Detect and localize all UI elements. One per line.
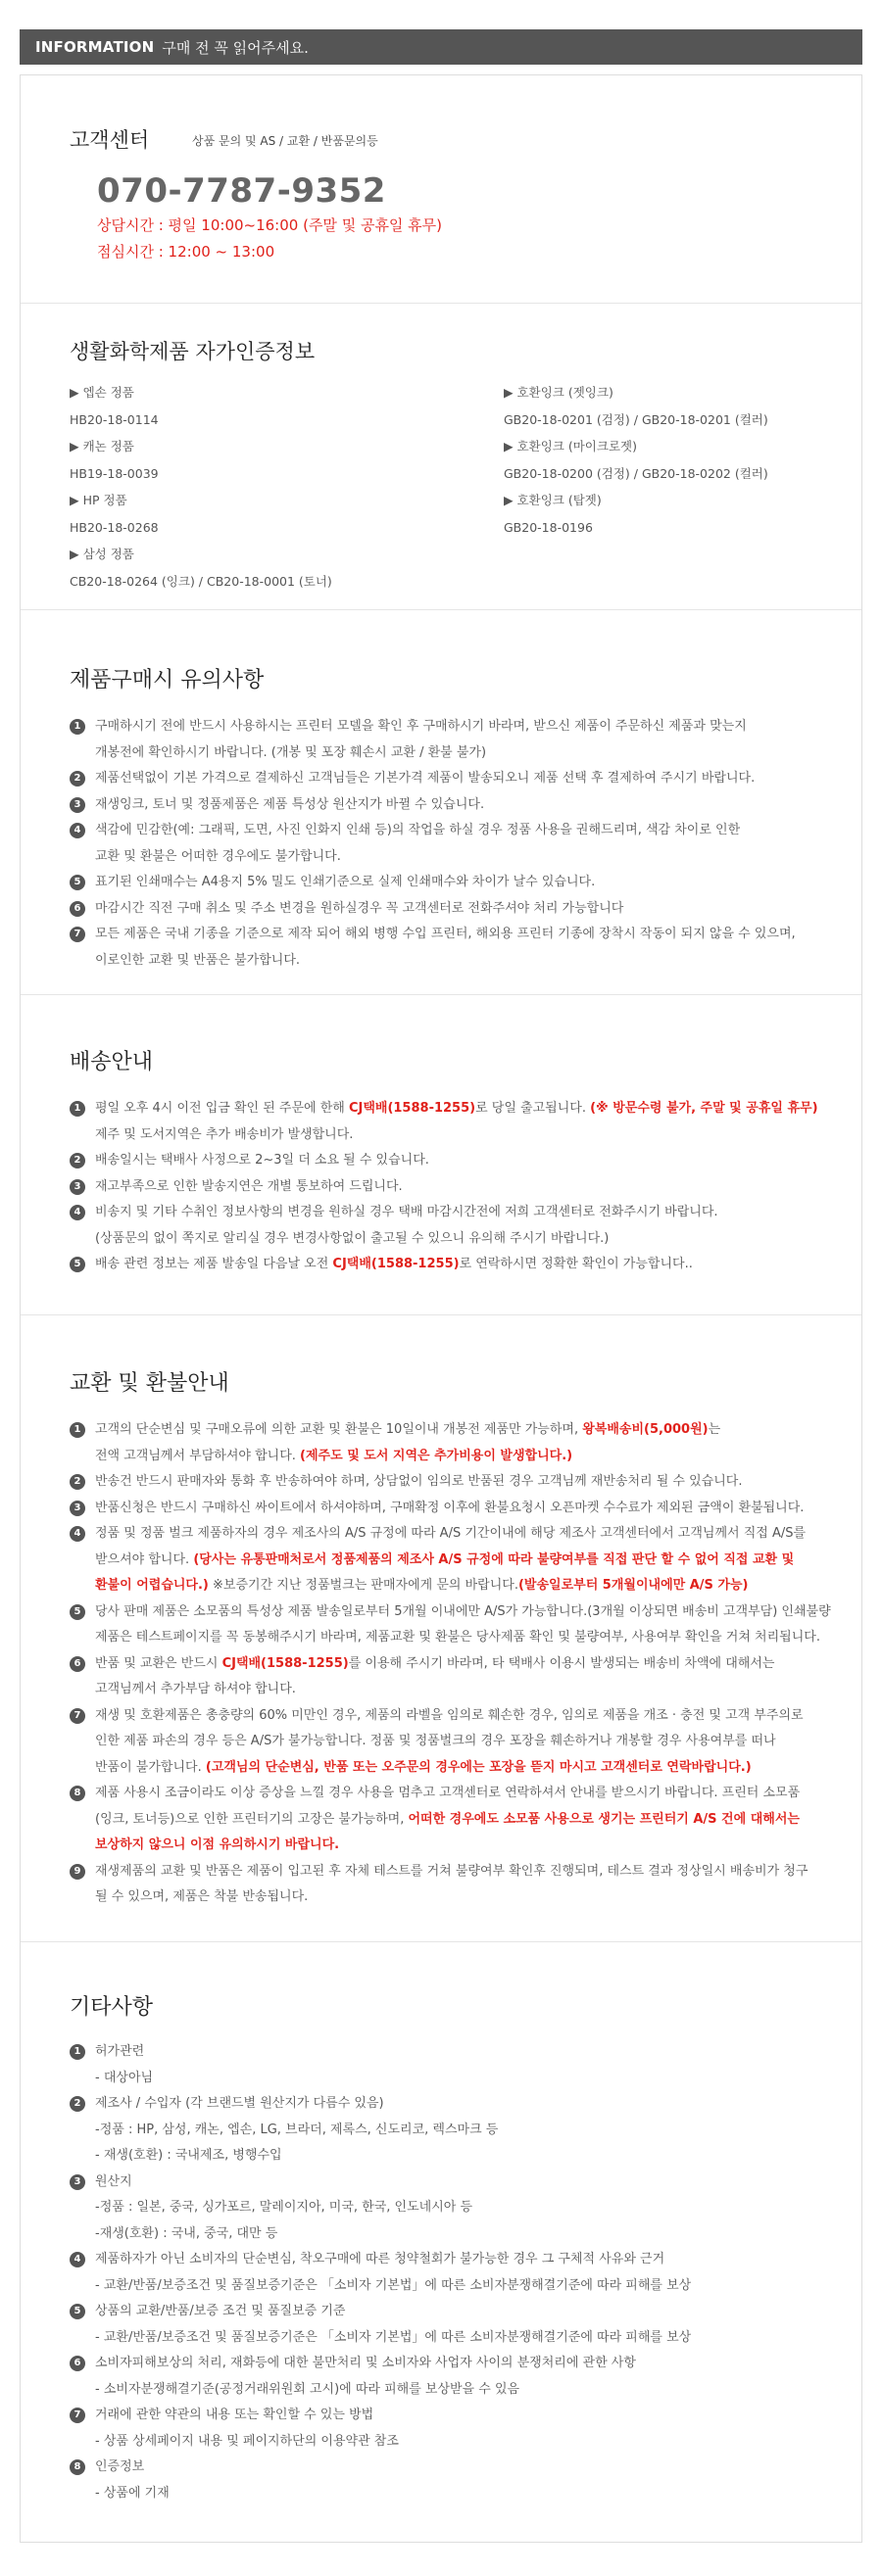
cs-hours: 상담시간 : 평일 10:00~16:00 (주말 및 공휴일 휴무) — [97, 216, 443, 234]
list-item: 5 당사 판매 제품은 소모품의 특성상 제품 발송일로부터 5개월 이내에만 A/S가 가능합니다.(3개월 이상되면 배송비 고객부담) 인쇄불량 제품은 테스트페이지를 꼭 동봉해주시기 바라며, 제품교환 및 환불은 당사제품 확인 및 불량여부, 사용여부 확인을 거쳐 처리됩니다. — [70, 1599, 831, 1651]
list-item — [70, 2170, 691, 2248]
list-item: 1 고객의 단순변심 및 구매오류에 의한 교환 및 환불은 10일이내 개봉전 제품만 가능하며, 왕복배송비(5,000원)는 전액 고객님께서 부담하셔야 합니다. (제주도 및 도서 지역은 추가비용이 발생합니다.) — [70, 1417, 831, 1469]
number-badge: 7 — [70, 2408, 85, 2423]
notice-title: 제품구매시 유의사항 — [70, 668, 265, 692]
list-item-text: 거래에 관한 약관의 내용 또는 확인할 수 있는 방법 — [95, 2408, 374, 2422]
number-badge: 3 — [70, 2174, 85, 2190]
number-badge: 1 — [70, 1422, 85, 1438]
list-item: 5 배송 관련 정보는 제품 발송일 다음날 오전 CJ택배(1588-1255)로 연락하시면 정확한 확인이 가능합니다.. — [70, 1252, 818, 1278]
number-badge: 2 — [70, 1474, 85, 1490]
divider — [21, 609, 861, 610]
list-item-text: - 재생(호환) : 국내제조, 병행수입 — [95, 2148, 282, 2163]
number-badge: 8 — [70, 1786, 85, 1801]
divider — [21, 303, 861, 304]
list-item-text: 재생잉크, 토너 및 정품제품은 제품 특성상 원산지가 바뀔 수 있습니다. — [95, 796, 485, 812]
number-badge: 5 — [70, 1604, 85, 1620]
list-item: 3 재고부족으로 인한 발송지연은 개별 통보하여 드립니다. — [70, 1174, 818, 1201]
refund-title: 교환 및 환불안내 — [70, 1371, 229, 1396]
list-item — [70, 818, 796, 870]
list-item-text: 교환 및 환불은 어떠한 경우에도 불가합니다. — [95, 848, 341, 864]
cert-line: HB20-18-0114 — [70, 411, 159, 427]
cert-line: GB20-18-0200 (검정) / GB20-18-0202 (컬러) — [504, 465, 768, 481]
cert-line: HB19-18-0039 — [70, 465, 159, 481]
list-item-text: -정품 : 일본, 중국, 싱가포르, 말레이지아, 미국, 한국, 인도네시아 등 — [95, 2200, 473, 2215]
number-badge: 1 — [70, 719, 85, 735]
number-badge: 7 — [70, 1708, 85, 1724]
list-item — [70, 2247, 691, 2299]
cs-subtitle: 상품 문의 및 AS / 교환 / 반품문의등 — [192, 134, 378, 148]
number-badge: 3 — [70, 1501, 85, 1516]
delivery-title: 배송안내 — [70, 1050, 154, 1074]
cert-left-col — [70, 379, 332, 595]
number-badge: 4 — [70, 823, 85, 838]
cert-title: 생활화학제품 자가인증정보 — [70, 340, 316, 363]
cert-line: ▶ 호환잉크 (탑젯) — [504, 493, 602, 507]
etc-list — [70, 2039, 691, 2506]
list-item-text: 모든 제품은 국내 기종을 기준으로 제작 되어 해외 병행 수입 프린터, 해외용 프린터 기종에 장착시 작동이 되지 않을 수 있으며, — [95, 927, 796, 941]
number-badge: 1 — [70, 2044, 85, 2060]
cert-right-col — [504, 379, 768, 541]
divider — [21, 1941, 861, 1942]
number-badge: 2 — [70, 2096, 85, 2112]
number-badge: 2 — [70, 771, 85, 787]
cert-line: ▶ 호환잉크 (마이크로젯) — [504, 439, 637, 453]
header-ko-label: 구매 전 꼭 읽어주세요. — [162, 38, 309, 57]
list-item: 4 비송지 및 기타 수취인 정보사항의 변경을 원하실 경우 택배 마감시간전에 저희 고객센터로 전화주시기 바랍니다. (상품문의 없이 쪽지로 알리실 경우 변경사항없이 출고될 수 있으니 유의해 주시기 바랍니다.) — [70, 1200, 818, 1252]
cert-line: GB20-18-0201 (검정) / GB20-18-0201 (컬러) — [504, 411, 768, 427]
info-header-bar — [20, 29, 862, 65]
number-badge: 7 — [70, 927, 85, 942]
delivery-list — [70, 1096, 818, 1278]
list-item — [70, 766, 796, 792]
list-item — [70, 870, 796, 896]
number-badge: 3 — [70, 1179, 85, 1195]
list-item-text: 표기된 인쇄매수는 A4용지 5% 밀도 인쇄기준으로 실제 인쇄매수와 차이가 날수 있습니다. — [95, 875, 596, 889]
cs-hours-block — [97, 213, 442, 265]
list-item-text: 제품선택없이 기본 가격으로 결제하신 고객님들은 기본가격 제품이 발송되오니 제품 선택 후 결제하여 주시기 바랍니다. — [95, 771, 756, 786]
number-badge: 2 — [70, 1153, 85, 1169]
cert-line: ▶ 엡손 정품 — [70, 385, 134, 400]
number-badge: 4 — [70, 1205, 85, 1220]
notice-list — [70, 714, 796, 974]
header-en-label: INFORMATION — [35, 38, 155, 56]
list-item-text: 제조사 / 수입자 (각 브랜드별 원산지가 다름수 있음) — [95, 2096, 384, 2111]
list-item-text: 마감시간 직전 구매 취소 및 주소 변경을 원하실경우 꼭 고객센터로 전화주셔야 처리 가능합니다 — [95, 900, 624, 916]
cert-line: ▶ 호환잉크 (젯잉크) — [504, 385, 613, 400]
list-item-text: -정품 : HP, 삼성, 캐논, 엡손, LG, 브라더, 제록스, 신도리코, 렉스마크 등 — [95, 2122, 499, 2137]
number-badge: 4 — [70, 1526, 85, 1542]
list-item: 4 정품 및 정품 벌크 제품하자의 경우 제조사의 A/S 규정에 따라 A/S 기간이내에 해당 제조사 고객센터에서 고객님께서 직접 A/S를 받으셔야 합니다. (당사는 유통판매처로서 정품제품의 제조사 A/S 규정에 따라 불량여부를 직접 판단 할 수 없어 직접 교환 및 환불이 어렵습니다.) ※보증기간 지난 정품벌크는 판매자에게 문의 바랍니다.(발송일로부터 5개월이내에만 A/S 가능) — [70, 1521, 831, 1599]
cert-line: ▶ 캐논 정품 — [70, 439, 134, 453]
list-item: 9 재생제품의 교환 및 반품은 제품이 입고된 후 자체 테스트를 거쳐 불량여부 확인후 진행되며, 테스트 결과 정상일시 배송비가 청구 될 수 있으며, 제품은 착불 반송됩니다. — [70, 1859, 831, 1911]
cert-line: ▶ 삼성 정품 — [70, 547, 134, 561]
refund-list — [70, 1417, 831, 1911]
list-item-text: 허가관련 — [95, 2044, 145, 2059]
number-badge: 5 — [70, 1257, 85, 1272]
number-badge: 6 — [70, 2356, 85, 2371]
number-badge: 1 — [70, 1101, 85, 1117]
list-item — [70, 2351, 691, 2403]
list-item-text: 이로인한 교환 및 반품은 불가합니다. — [95, 952, 301, 968]
cert-line: CB20-18-0264 (잉크) / CB20-18-0001 (토너) — [70, 573, 332, 589]
list-item-text: 구매하시기 전에 반드시 사용하시는 프린터 모델을 확인 후 구매하시기 바라며, 받으신 제품이 주문하신 제품과 맞는지 — [95, 719, 747, 734]
info-box — [20, 74, 862, 2543]
cert-line: GB20-18-0196 — [504, 519, 593, 535]
list-item — [70, 2299, 691, 2351]
list-item-text: - 상품에 기재 — [95, 2485, 170, 2501]
list-item-text: - 교환/반품/보증조건 및 품질보증기준은 「소비자 기본법」에 따른 소비자분쟁해결기준에 따라 피해를 보상 — [95, 2277, 692, 2293]
cs-phone: 070-7787-9352 — [97, 171, 386, 211]
list-item — [70, 792, 796, 819]
list-item — [70, 2091, 691, 2170]
list-item: 7 재생 및 호환제품은 총충량의 60% 미만인 경우, 제품의 라벨을 임의로 훼손한 경우, 임의로 제품을 개조 · 충전 및 고객 부주의로 인한 제품 파손의 경우 등은 A/S가 불가능합니다. 정품 및 정품벌크의 경우 포장을 훼손하거나 개봉할 경우 사용여부를 떠나 반품이 불가합니다. (고객님의 단순변심, 반품 또는 오주문의 경우에는 포장을 뜯지 마시고 고객센터로 연락바랍니다.) — [70, 1703, 831, 1782]
list-item — [70, 896, 796, 923]
list-item — [70, 2455, 691, 2506]
cs-lunch: 점심시간 : 12:00 ~ 13:00 — [97, 243, 275, 261]
list-item: 2 반송건 반드시 판매자와 통화 후 반송하여야 하며, 상담없이 임의로 반품된 경우 고객님께 재반송처리 될 수 있습니다. — [70, 1469, 831, 1496]
number-badge: 5 — [70, 2304, 85, 2319]
list-item-text: - 소비자분쟁해결기준(공정거래위원회 고시)에 따라 피해를 보상받을 수 있음 — [95, 2381, 520, 2397]
list-item: 3 반품신청은 반드시 구매하신 싸이트에서 하셔야하며, 구매확정 이후에 환불요청시 오픈마켓 수수료가 제외된 금액이 환불됩니다. — [70, 1496, 831, 1522]
divider — [21, 994, 861, 995]
cs-title: 고객센터 — [70, 128, 150, 152]
list-item-text: - 교환/반품/보증조건 및 품질보증기준은 「소비자 기본법」에 따른 소비자분쟁해결기준에 따라 피해를 보상 — [95, 2329, 692, 2345]
divider — [21, 1314, 861, 1315]
list-item-text: -재생(호환) : 국내, 중국, 대만 등 — [95, 2225, 278, 2241]
cert-line: ▶ HP 정품 — [70, 493, 127, 507]
number-badge: 9 — [70, 1864, 85, 1880]
list-item-text: 제품하자가 아닌 소비자의 단순변심, 착오구매에 따른 청약철회가 불가능한 경우 그 구체적 사유와 근거 — [95, 2252, 665, 2266]
list-item-text: 인증정보 — [95, 2459, 145, 2474]
list-item — [70, 714, 796, 766]
list-item — [70, 922, 796, 974]
number-badge: 5 — [70, 875, 85, 890]
number-badge: 6 — [70, 901, 85, 917]
list-item-text: 소비자피해보상의 처리, 재화등에 대한 불만처리 및 소비자와 사업자 사이의 분쟁처리에 관한 사항 — [95, 2356, 636, 2370]
list-item: 8 제품 사용시 조금이라도 이상 증상을 느낄 경우 사용을 멈추고 고객센터로 연락하셔서 안내를 받으시기 바랍니다. 프린터 소모품 (잉크, 토너등)으로 인한 프린터기의 고장은 불가능하며, 어떠한 경우에도 소모품 사용으로 생기는 프린터기 A/S 건에 대해서는 보상하지 않으니 이점 유의하시기 바랍니다. — [70, 1781, 831, 1859]
list-item-text: - 대상아님 — [95, 2070, 154, 2085]
list-item-text: - 상품 상세페이지 내용 및 페이지하단의 이용약관 참조 — [95, 2433, 399, 2449]
number-badge: 3 — [70, 797, 85, 813]
list-item-text: 원산지 — [95, 2173, 132, 2189]
number-badge: 8 — [70, 2459, 85, 2475]
list-item-text: 상품의 교환/반품/보증 조건 및 품질보증 기준 — [95, 2304, 346, 2318]
list-item: 2 배송일시는 택배사 사정으로 2~3일 더 소요 될 수 있습니다. — [70, 1148, 818, 1174]
list-item — [70, 2403, 691, 2455]
list-item — [70, 2039, 691, 2091]
number-badge: 4 — [70, 2252, 85, 2267]
list-item-text: 색감에 민감한(예: 그래픽, 도면, 사진 인화지 인쇄 등)의 작업을 하실 경우 정품 사용을 권해드리며, 색감 차이로 인한 — [95, 823, 741, 837]
list-item-text: 개봉전에 확인하시기 바랍니다. (개봉 및 포장 훼손시 교환 / 환불 불가) — [95, 744, 487, 760]
list-item: 6 반품 및 교환은 반드시 CJ택배(1588-1255)를 이용해 주시기 바라며, 타 택배사 이용시 발생되는 배송비 차액에 대해서는 고객님께서 추가부담 하셔야 합니다. — [70, 1651, 831, 1703]
number-badge: 6 — [70, 1656, 85, 1672]
cert-line: HB20-18-0268 — [70, 519, 159, 535]
list-item: 1 평일 오후 4시 이전 입금 확인 된 주문에 한해 CJ택배(1588-1255)로 당일 출고됩니다. (※ 방문수령 불가, 주말 및 공휴일 휴무) 제주 및 도서지역은 추가 배송비가 발생합니다. — [70, 1096, 818, 1148]
etc-title: 기타사항 — [70, 1995, 154, 2020]
